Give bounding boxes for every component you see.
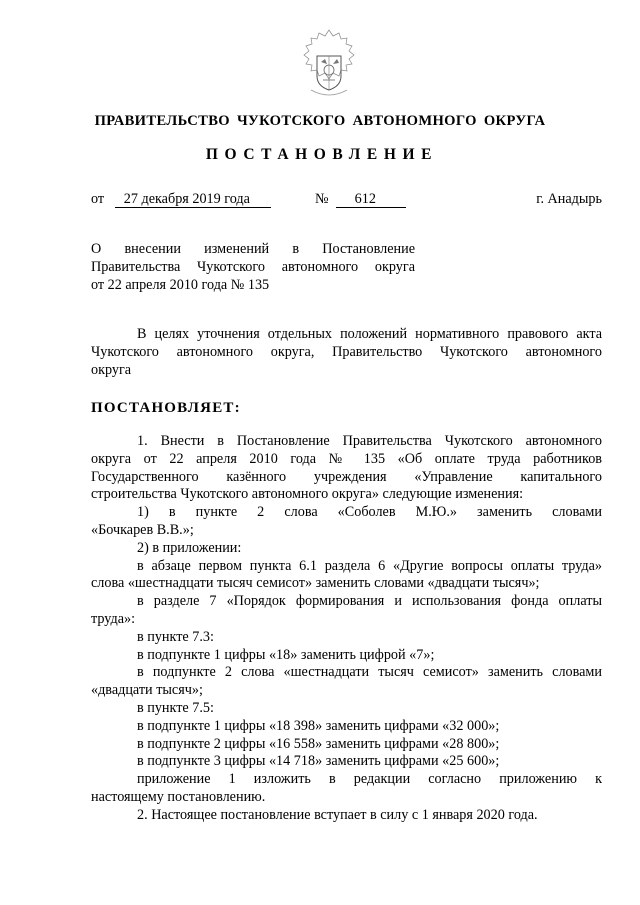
text-line: в подпункте 1 цифры «18 398» заменить цифрами «32 000»; xyxy=(137,717,500,734)
decree-heading: ПОСТАНОВЛЯЕТ: xyxy=(91,400,241,416)
date-field xyxy=(91,191,271,208)
document-subject xyxy=(91,241,415,294)
text-line: в подпункте 1 цифры «18» заменить цифрой «7»; xyxy=(137,646,435,663)
text-line: 1. Внести в Постановление Правительства Чукотского автономного xyxy=(137,433,602,449)
coat-of-arms-emblem xyxy=(297,28,361,102)
text-line: Государственного казённого учреждения «Управление капитального xyxy=(91,468,602,485)
decree-items xyxy=(91,433,602,825)
text-line: в подпункте 2 слова «шестнадцати тысяч семисот» заменить словами xyxy=(137,664,602,681)
document-type-title: ПОСТАНОВЛЕНИЕ xyxy=(205,146,439,163)
text-line: 2) в приложении: xyxy=(137,539,242,556)
text-line: «Бочкарев В.В.»; xyxy=(91,521,194,538)
text-line: в разделе 7 «Порядок формирования и использования фонда оплаты xyxy=(137,593,602,610)
intro-paragraph xyxy=(91,326,602,379)
text-line: в пункте 7.3: xyxy=(137,628,214,645)
text-line: в пункте 7.5: xyxy=(137,699,214,716)
text-line: приложение 1 изложить в редакции согласно приложению к xyxy=(137,771,602,788)
number-label: № xyxy=(315,191,329,207)
text-line: В целях уточнения отдельных положений нормативного правового акта xyxy=(137,326,602,342)
text-line: Чукотского автономного округа, Правительство Чукотского автономного xyxy=(91,343,602,360)
text-line: в абзаце первом пункта 6.1 раздела 6 «Другие вопросы оплаты труда» xyxy=(137,557,602,574)
text-line: строительства Чукотского автономного округа» следующие изменения: xyxy=(91,486,524,503)
city: г. Анадырь xyxy=(536,191,602,207)
subject-line: Правительства Чукотского автономного округа xyxy=(91,258,415,275)
subject-line: О внесении изменений в Постановление xyxy=(91,241,415,257)
date-label: от xyxy=(91,191,105,207)
number-field xyxy=(315,191,406,208)
date-value: 27 декабря 2019 года xyxy=(115,192,271,208)
text-line: «двадцати тысяч»; xyxy=(91,682,203,699)
subject-line: от 22 апреля 2010 года № 135 xyxy=(91,276,270,293)
number-value: 612 xyxy=(336,192,406,208)
text-line: округа от 22 апреля 2010 года № 135 «Об оплате труда работников xyxy=(91,450,602,467)
text-line: 2. Настоящее постановление вступает в силу с 1 января 2020 года. xyxy=(137,806,538,823)
text-line: 1) в пункте 2 слова «Соболев М.Ю.» заменить словами xyxy=(137,504,602,521)
text-line: настоящему постановлению. xyxy=(91,788,266,805)
text-line: в подпункте 3 цифры «14 718» заменить цифрами «25 600»; xyxy=(137,753,500,770)
text-line: труда»: xyxy=(91,610,136,627)
text-line: слова «шестнадцати тысяч семисот» заменить словами «двадцати тысяч»; xyxy=(91,575,540,592)
government-title: ПРАВИТЕЛЬСТВО ЧУКОТСКОГО АВТОНОМНОГО ОКРУГА xyxy=(94,113,546,129)
text-line: округа xyxy=(91,361,132,378)
text-line: в подпункте 2 цифры «16 558» заменить цифрами «28 800»; xyxy=(137,735,500,752)
